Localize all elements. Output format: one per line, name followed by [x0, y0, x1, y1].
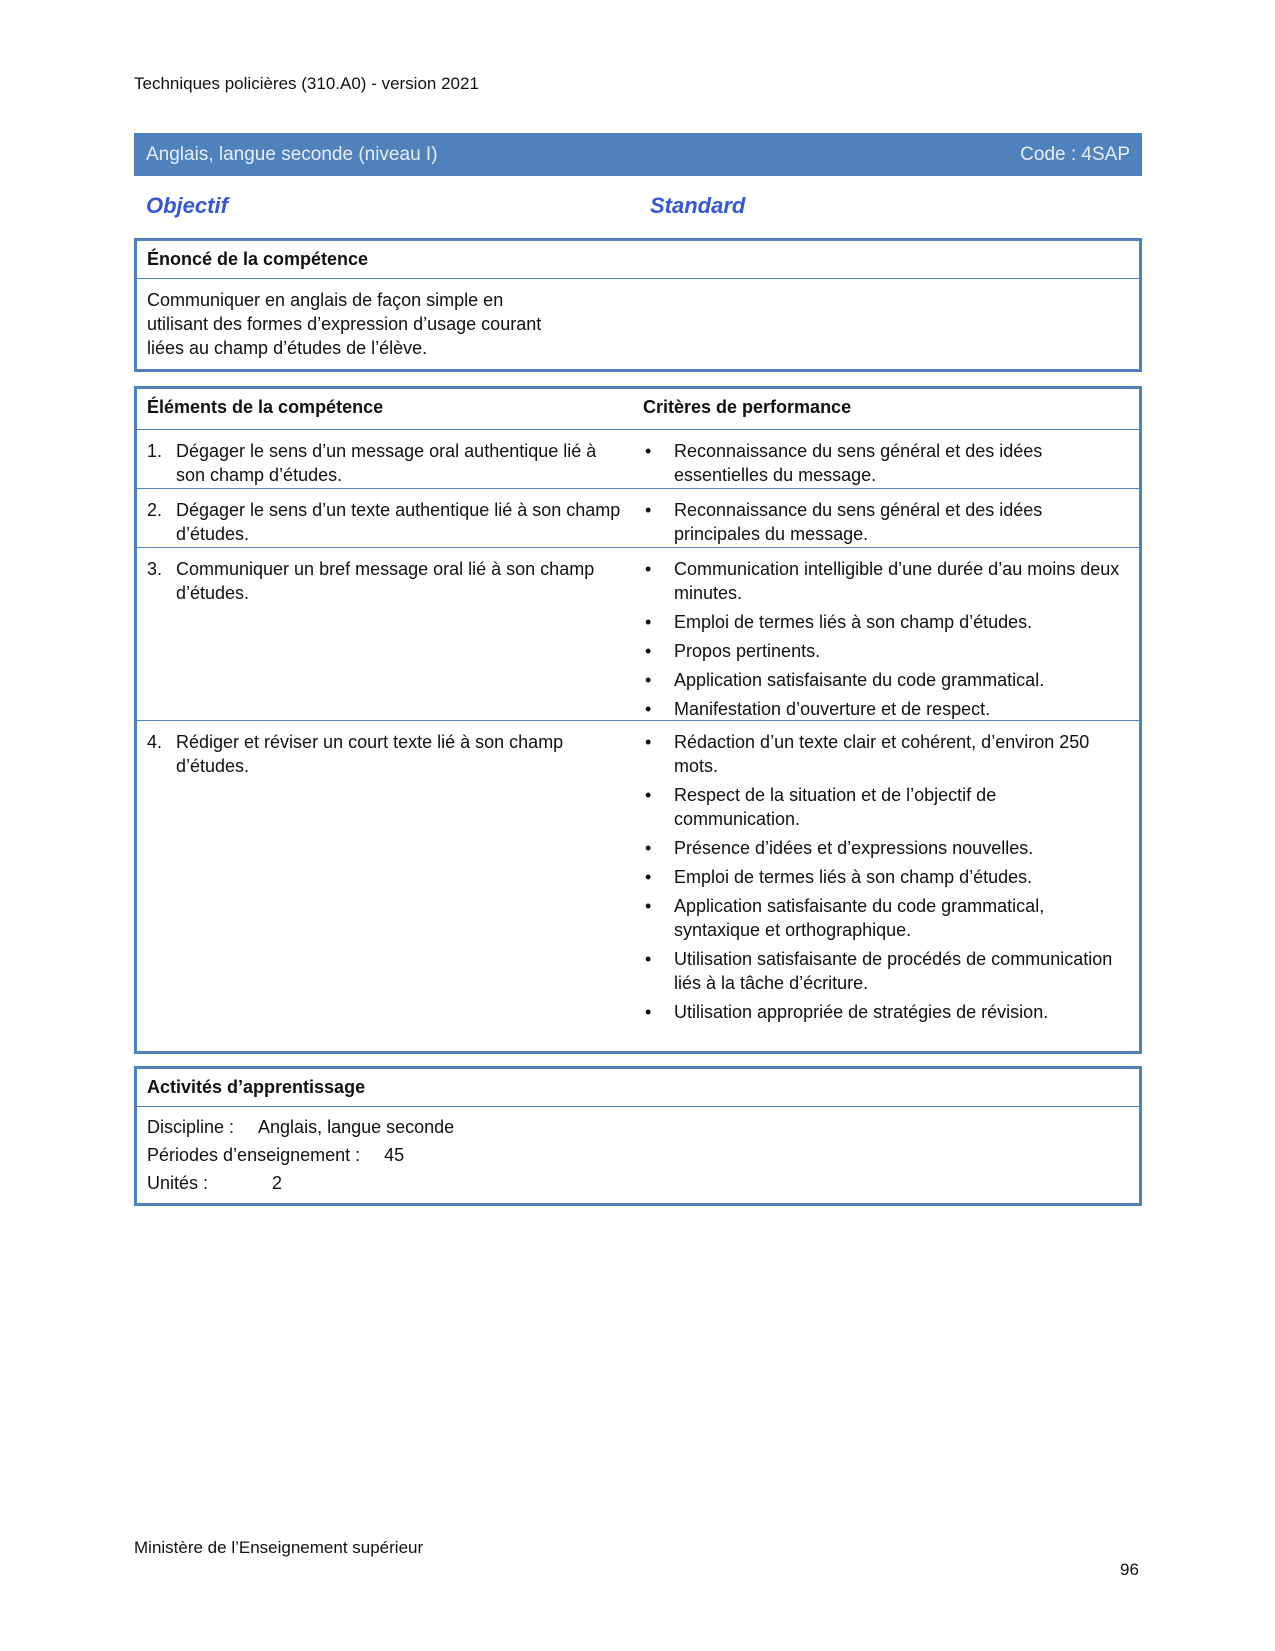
element-item: [147, 439, 627, 487]
discipline-label: Discipline :: [147, 1117, 235, 1137]
activities-details: [137, 1107, 1139, 1197]
bullet-icon: •: [645, 896, 652, 916]
bullet-icon: •: [645, 1002, 652, 1022]
elements-heading: Éléments de la compétence: [147, 397, 384, 417]
element-number: 1.: [147, 441, 163, 461]
criterion-item: • Présence d’idées et d’expressions nouvelles.: [645, 838, 1034, 858]
enonce-line: Communiquer en anglais de façon simple en: [147, 290, 504, 310]
element-text: Dégager le sens d’un texte authentique lié à son champ d’études.: [176, 500, 621, 544]
periods-value: 45: [384, 1145, 405, 1165]
units-value: 2: [272, 1173, 283, 1193]
activities-box: [134, 1066, 1142, 1206]
periods-line: [137, 1141, 1139, 1169]
criterion-item: • Propos pertinents.: [645, 641, 821, 661]
units-line: [137, 1169, 1139, 1197]
section-labels: [146, 193, 1142, 223]
bullet-icon: •: [645, 641, 652, 661]
periods-label: Périodes d’enseignement :: [147, 1145, 361, 1165]
elements-table: [134, 386, 1142, 1054]
table-row: [137, 430, 1139, 489]
criteria-list: [645, 557, 1125, 726]
bullet-icon: •: [645, 838, 652, 858]
units-label: Unités :: [147, 1173, 209, 1193]
element-text: Communiquer un bref message oral lié à son champ d’études.: [176, 559, 595, 603]
activities-heading: Activités d’apprentissage: [137, 1069, 1139, 1107]
criterion-item: • Utilisation satisfaisante de procédés de communication liés à la tâche d’écriture.: [645, 949, 1113, 993]
objectif-label: Objectif: [146, 193, 228, 218]
standard-label: Standard: [650, 193, 746, 218]
criterion-item: • Reconnaissance du sens général et des idées essentielles du message.: [645, 441, 1043, 485]
criterion-item: • Application satisfaisante du code grammatical, syntaxique et orthographique.: [645, 896, 1045, 940]
criterion-item: • Communication intelligible d’une durée d’au moins deux minutes.: [645, 559, 1120, 603]
element-item: [147, 730, 627, 778]
page-number: 96: [1120, 1560, 1139, 1579]
course-title: Anglais, langue seconde (niveau I): [146, 143, 438, 165]
bullet-icon: •: [645, 699, 652, 719]
element-number: 4.: [147, 732, 163, 752]
criterion-item: • Emploi de termes liés à son champ d’études.: [645, 612, 1033, 632]
enonce-line: liées au champ d’études de l’élève.: [147, 338, 428, 358]
element-number: 2.: [147, 500, 163, 520]
element-text: Dégager le sens d’un message oral authentique lié à son champ d’études.: [176, 441, 597, 485]
discipline-value: Anglais, langue seconde: [258, 1117, 455, 1137]
bullet-icon: •: [645, 612, 652, 632]
course-title-bar: [134, 133, 1142, 176]
enonce-text: [137, 279, 627, 369]
bullet-icon: •: [645, 441, 652, 461]
element-item: [147, 557, 627, 605]
running-header: Techniques policières (310.A0) - version 2021: [134, 74, 479, 93]
bullet-icon: •: [645, 949, 652, 969]
bullet-icon: •: [645, 867, 652, 887]
criterion-item: • Reconnaissance du sens général et des idées principales du message.: [645, 500, 1043, 544]
table-row: [137, 721, 1139, 1051]
criteria-list: [645, 439, 1125, 492]
criteria-heading: Critères de performance: [643, 397, 852, 417]
criterion-item: • Manifestation d’ouverture et de respect.: [645, 699, 991, 719]
elements-table-header: [137, 389, 1139, 430]
criteria-list: [645, 498, 1125, 551]
bullet-icon: •: [645, 785, 652, 805]
element-item: [147, 498, 627, 546]
discipline-line: [137, 1113, 1139, 1141]
criterion-item: • Respect de la situation et de l’objectif de communication.: [645, 785, 997, 829]
criteria-list: [645, 730, 1125, 1029]
criterion-item: • Emploi de termes liés à son champ d’études.: [645, 867, 1033, 887]
enonce-line: utilisant des formes d’expression d’usage courant: [147, 314, 542, 334]
enonce-heading: Énoncé de la compétence: [137, 241, 1139, 279]
criterion-item: • Application satisfaisante du code grammatical.: [645, 670, 1045, 690]
table-row: [137, 548, 1139, 721]
course-code: Code : 4SAP: [1020, 143, 1130, 165]
bullet-icon: •: [645, 559, 652, 579]
element-text: Rédiger et réviser un court texte lié à son champ d’études.: [176, 732, 564, 776]
bullet-icon: •: [645, 500, 652, 520]
footer-ministry: Ministère de l’Enseignement supérieur: [134, 1538, 424, 1557]
element-number: 3.: [147, 559, 163, 579]
enonce-box: [134, 238, 1142, 372]
bullet-icon: •: [645, 670, 652, 690]
criterion-item: • Utilisation appropriée de stratégies de révision.: [645, 1002, 1049, 1022]
criterion-item: • Rédaction d’un texte clair et cohérent, d’environ 250 mots.: [645, 732, 1090, 776]
table-row: [137, 489, 1139, 548]
bullet-icon: •: [645, 732, 652, 752]
